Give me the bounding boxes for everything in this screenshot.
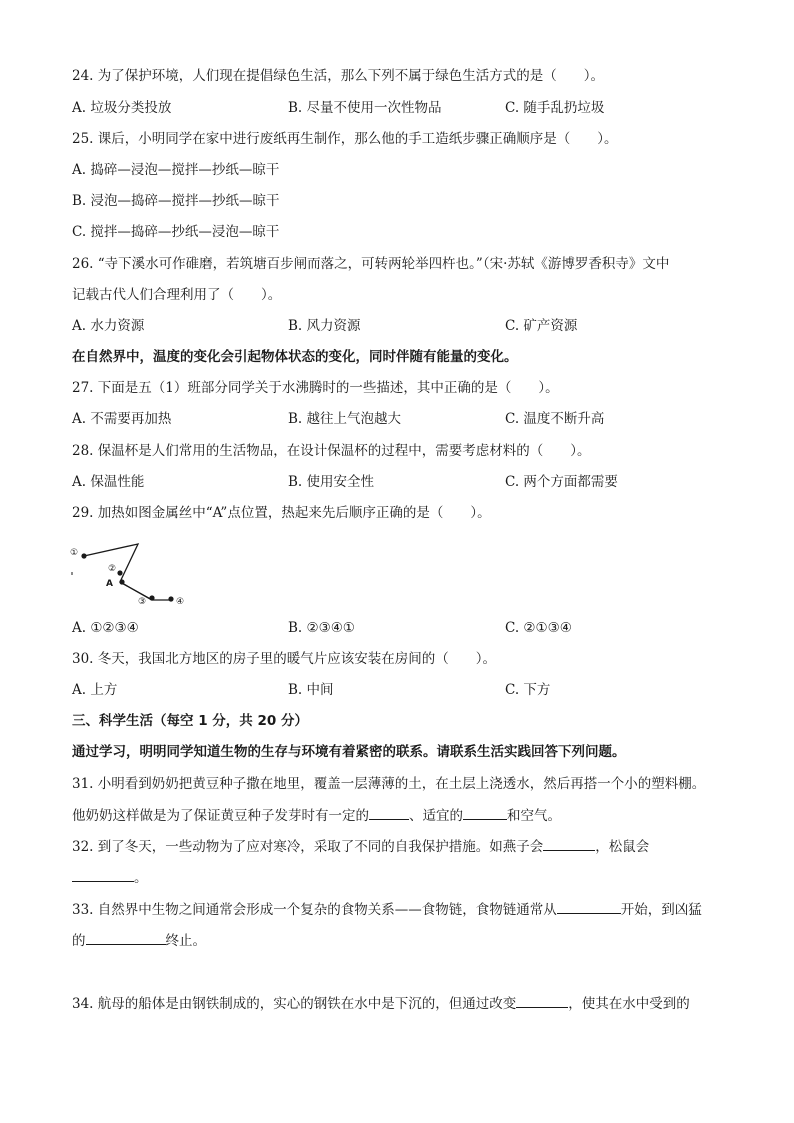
q32-text-b: ，松鼠会 bbox=[595, 839, 650, 855]
q32-line2 bbox=[72, 867, 734, 888]
q26-option-c: C. 矿产资源 bbox=[505, 318, 578, 334]
q29-option-a: A. ①②③④ bbox=[72, 620, 139, 636]
q31-text-c: 和空气。 bbox=[507, 808, 561, 824]
point-1 bbox=[81, 553, 86, 558]
q34-text-b: ，使其在水中受到的 bbox=[568, 996, 690, 1012]
q30-option-b: B. 中间 bbox=[288, 682, 334, 698]
q31-text-b: 、适宜的 bbox=[409, 808, 463, 824]
q28-stem: 28. 保温杯是人们常用的生活物品，在设计保温杯的过程中，需要考虑材料的（ ）。 bbox=[72, 443, 591, 459]
label-2: ② bbox=[108, 564, 117, 574]
q27-option-c: C. 温度不断升高 bbox=[505, 411, 605, 427]
label-4: ④ bbox=[176, 597, 185, 607]
q27-option-b: B. 越往上气泡越大 bbox=[288, 411, 402, 427]
q34-text-a: 34. 航母的船体是由钢铁制成的，实心的钢铁在水中是下沉的，但通过改变 bbox=[72, 996, 517, 1012]
q28-option-a: A. 保温性能 bbox=[72, 474, 145, 490]
q33-line1 bbox=[72, 899, 734, 920]
q26-option-b: B. 风力资源 bbox=[288, 318, 361, 334]
q24-stem: 24. 为了保护环境，人们现在提倡绿色生活，那么下列不属于绿色生活方式的是（ ）。 bbox=[72, 68, 605, 84]
q29-stem: 29. 加热如图金属丝中“A”点位置，热起来先后顺序正确的是（ ）。 bbox=[72, 505, 491, 521]
q30-option-a: A. 上方 bbox=[72, 682, 118, 698]
q24-option-c: C. 随手乱扔垃圾 bbox=[505, 100, 605, 116]
q24-option-a: A. 垃圾分类投放 bbox=[72, 100, 172, 116]
q32-line1 bbox=[72, 836, 734, 857]
label-1: ① bbox=[70, 548, 79, 558]
point-a bbox=[119, 579, 124, 584]
q28-option-c: C. 两个方面都需要 bbox=[505, 474, 618, 490]
q31-blank-2[interactable] bbox=[463, 805, 507, 820]
q24-option-b: B. 尽量不使用一次性物品 bbox=[288, 100, 442, 116]
q32-text-a: 32. 到了冬天，一些动物为了应对寒冷，采取了不同的自我保护措施。如燕子会 bbox=[72, 839, 544, 855]
point-4 bbox=[168, 596, 173, 601]
metal-wire bbox=[84, 544, 172, 600]
q31-line1: 31. 小明看到奶奶把黄豆种子撒在地里，覆盖一层薄薄的土，在土层上浇透水，然后再搭一个小的塑料棚。 bbox=[72, 776, 706, 792]
point-2 bbox=[117, 570, 122, 575]
q25-option-b: B. 浸泡—捣碎—搅拌—抄纸—晾干 bbox=[72, 193, 280, 209]
q30-stem: 30. 冬天，我国北方地区的房子里的暖气片应该安装在房间的（ ）。 bbox=[72, 651, 497, 667]
point-3 bbox=[149, 595, 154, 600]
q29-option-b: B. ②③④① bbox=[288, 620, 355, 636]
label-a: A bbox=[106, 579, 113, 589]
q31-text-a: 他奶奶这样做是为了保证黄豆种子发芽时有一定的 bbox=[72, 808, 369, 824]
q33-line2 bbox=[72, 930, 734, 951]
q26-option-a: A. 水力资源 bbox=[72, 318, 145, 334]
q33-text-b: 开始，到凶猛 bbox=[620, 902, 702, 918]
q33-blank-2[interactable] bbox=[86, 930, 166, 945]
metal-wire-diagram bbox=[68, 538, 198, 610]
q27-option-a: A. 不需要再加热 bbox=[72, 411, 172, 427]
section-intro-temperature: 在自然界中，温度的变化会引起物体状态的变化，同时伴随有能量的变化。 bbox=[72, 349, 518, 365]
q34-blank-1[interactable] bbox=[516, 993, 568, 1008]
q26-stem-line1: 26. “寺下溪水可作碓磨，若筑塘百步闸而落之，可转两轮举四杵也。”（宋·苏轼《游博罗香积寺》文中 bbox=[72, 256, 670, 272]
section-3-title: 三、科学生活（每空 1 分，共 20 分） bbox=[72, 713, 308, 729]
q33-text-a: 33. 自然界中生物之间通常会形成一个复杂的食物关系——食物链，食物链通常从 bbox=[72, 902, 557, 918]
q28-option-b: B. 使用安全性 bbox=[288, 474, 375, 490]
q25-option-c: C. 搅拌—捣碎—抄纸—浸泡—晾干 bbox=[72, 224, 280, 240]
q33-blank-1[interactable] bbox=[557, 899, 621, 914]
q34-line1 bbox=[72, 993, 734, 1014]
q33-text-d: 终止。 bbox=[165, 933, 206, 949]
q33-text-c: 的 bbox=[72, 933, 86, 949]
q25-option-a: A. 捣碎—浸泡—搅拌—抄纸—晾干 bbox=[72, 162, 280, 178]
q26-stem-line2: 记载古代人们合理利用了（ ）。 bbox=[72, 287, 282, 303]
q30-option-c: C. 下方 bbox=[505, 682, 551, 698]
q25-stem: 25. 课后，小明同学在家中进行废纸再生制作，那么他的手工造纸步骤正确顺序是（ ）。 bbox=[72, 131, 618, 147]
q29-option-c: C. ②①③④ bbox=[505, 620, 572, 636]
q32-blank-1[interactable] bbox=[543, 836, 595, 851]
q32-text-end: 。 bbox=[134, 870, 148, 886]
label-3: ③ bbox=[138, 597, 147, 607]
q32-blank-2[interactable] bbox=[72, 867, 134, 882]
q31-line2 bbox=[72, 805, 734, 826]
q31-blank-1[interactable] bbox=[369, 805, 409, 820]
section-intro-life: 通过学习，明明同学知道生物的生存与环境有着紧密的联系。请联系生活实践回答下列问题。 bbox=[72, 744, 626, 760]
q27-stem: 27. 下面是五（1）班部分同学关于水沸腾时的一些描述，其中正确的是（ ）。 bbox=[72, 380, 559, 396]
